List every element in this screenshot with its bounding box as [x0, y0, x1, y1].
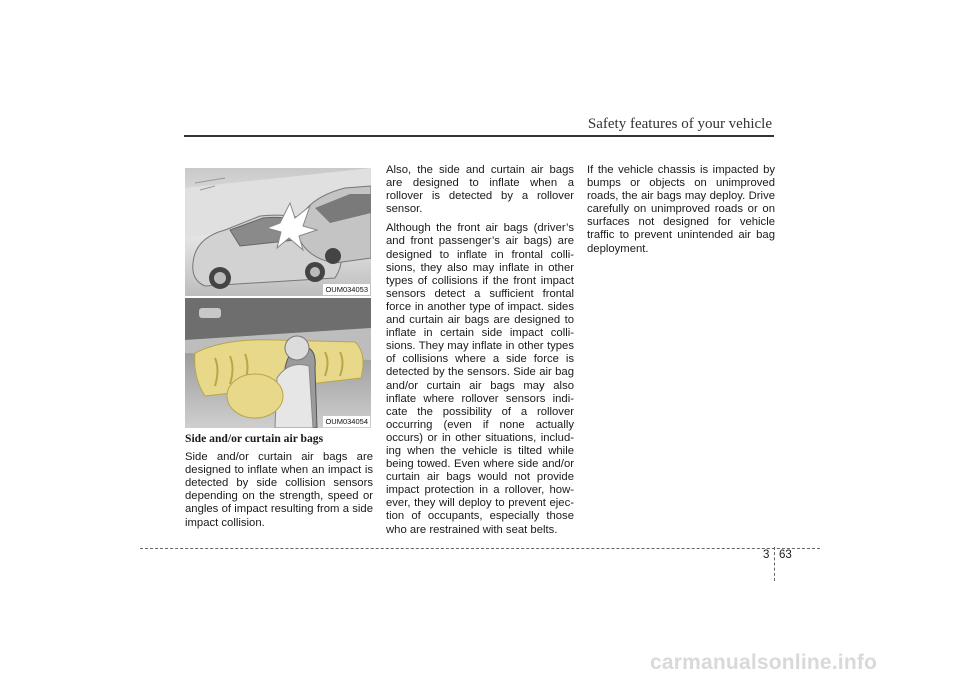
curtain-airbag-drawing — [185, 298, 371, 428]
footer-divider — [140, 548, 820, 549]
figure-code-1: OUM034053 — [325, 285, 368, 294]
side-impact-drawing — [185, 168, 371, 296]
figure-code-2: OUM034054 — [325, 417, 368, 426]
column-3 — [587, 164, 775, 262]
column-2 — [386, 164, 574, 543]
page-number-separator — [774, 547, 775, 581]
paragraph: If the vehicle chassis is impacted by bumps or objects on unimproved roads, the air bags may deploy. Drive carefully on unimproved roads or on surfaces not designed for vehicle traffic to prevent unintended air bag deployment. — [587, 164, 775, 255]
paragraph: Also, the side and curtain air bags are designed to inflate when a rollover is detected by a rollover sensor. — [386, 164, 574, 216]
paragraph: Although the front air bags (driver’s and front passenger’s air bags) are designed to inflate in frontal collisions, they also may inflate in other types of collisions if the front impact sensors detect a sufficient frontal force in another type of impact. sides and curtain air bags are designed to inflate in certain side impact collisions. They may inflate in other types of collisions where a side force is detected by the sensors. Side air bag and/or curtain air bags may also inflate where rollover sensors indicate the possibility of a rollover occurring (even if none actually occurs) or in other situations, including when the vehicle is tilted while being towed. Even where side and/or curtain air bags would not provide impact protection in a rollover, however, they will deploy to prevent ejection of occupants, especially those who are restrained with seat belts. — [386, 222, 574, 536]
header-divider — [184, 135, 774, 137]
column-1 — [185, 432, 373, 536]
curtain-airbag-illustration — [185, 298, 371, 428]
page-header-title: Safety features of your vehicle — [587, 116, 772, 132]
section-subheading: Side and/or curtain air bags — [185, 432, 324, 445]
paragraph: Side and/or curtain air bags are designed to inflate when an impact is detected by side collision sensors depending on the strength, speed or angles of impact resulting from a side impact collision. — [185, 451, 373, 529]
chapter-number: 3 — [763, 549, 770, 561]
page-number-value: 63 — [779, 549, 792, 561]
watermark: carmanualsonline.info — [650, 651, 878, 674]
side-impact-illustration — [185, 168, 371, 296]
